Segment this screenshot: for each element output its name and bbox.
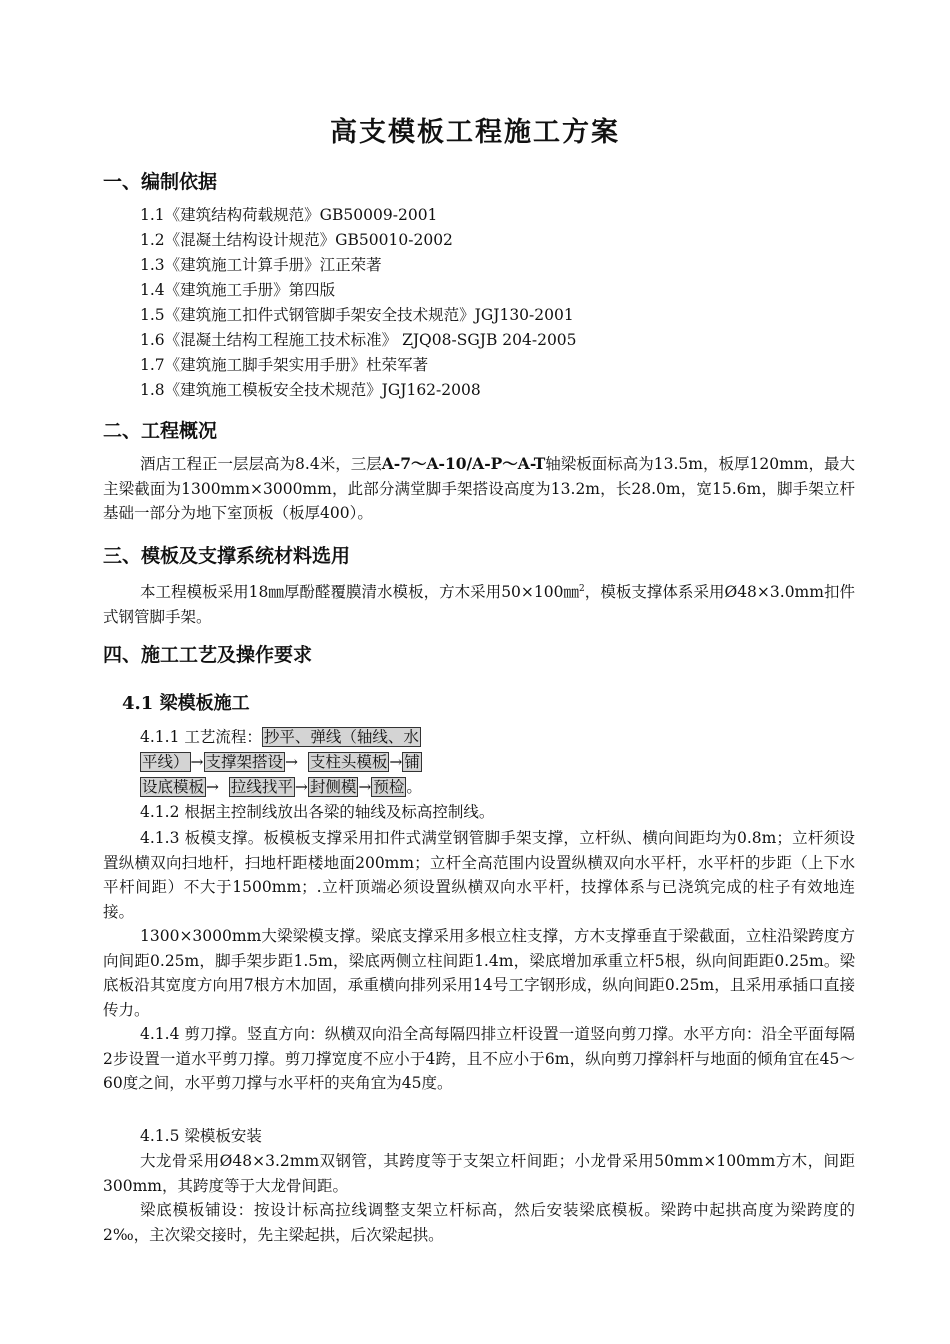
flow-step-box: 支柱头模板	[309, 753, 388, 771]
flow-arrow: →	[285, 753, 299, 771]
flow-step-box: 拉线找平	[230, 778, 293, 796]
paragraph-4-1-4: 4.1.4 剪刀撑。竖直方向：纵横双向沿全高每隔四排立杆设置一道竖向剪刀撑。水平方向：沿全平面每隔2步设置一道水平剪刀撑。剪刀撑宽度不应小于4跨，且不应小于6m，纵向剪刀撑斜杆与地面的倾角宜在45～60度之间，水平剪刀撑与水平杆的夹角宜为45度。	[103, 1025, 855, 1092]
process-flow-line-1	[140, 725, 421, 750]
document-title: 高支模板工程施工方案	[330, 117, 620, 148]
process-flow-line-3	[140, 775, 422, 800]
overview-text-b: 轴梁板面标高为13.5m，板厚120mm，最大主梁截面为1300mm×3000mm，此部分满堂脚手架搭设高度为13.2m，长28.0m，宽15.6m，脚手架立杆基础一部分为地下室顶板（板厚400）。	[103, 455, 855, 522]
project-overview-paragraph	[103, 452, 855, 526]
flow-arrow: →	[294, 778, 308, 796]
reference-item: 1.1《建筑结构荷载规范》GB50009-2001	[140, 206, 438, 224]
paragraph-4-1-3-beam: 1300×3000mm大梁梁模支撑。梁底支撑采用多根立柱支撑，方木支撑垂直于梁截面，立柱沿梁跨度方向间距0.25m，脚手架步距1.5m，梁底两侧立柱间距1.4m，梁底增加承重立杆5根，纵向间距距0.25m。梁底板沿其宽度方向用7根方木加固，承重横向排列采用14号工字钢形成，纵向间距0.25m，且采用承插口直接传力。	[103, 927, 855, 1019]
flow-step-box: 铺	[404, 753, 420, 771]
reference-item: 1.5《建筑施工扣件式钢管脚手架安全技术规范》JGJ130-2001	[140, 306, 574, 324]
axis-range-bold: A-7～A-10/A-P～A-T	[381, 454, 546, 473]
flow-step-box: 封侧模	[309, 778, 357, 796]
section-heading-1: 一、编制依据	[103, 171, 218, 193]
superscript: 2	[579, 584, 585, 594]
flow-arrow: →	[206, 778, 220, 796]
flow-period: 。	[406, 778, 422, 796]
paragraph-4-1-5-title: 4.1.5 梁模板安装	[140, 1127, 262, 1145]
reference-item: 1.2《混凝土结构设计规范》GB50010-2002	[140, 231, 453, 249]
reference-item: 1.4《建筑施工手册》第四版	[140, 281, 336, 299]
flow-arrow: →	[389, 753, 403, 771]
materials-paragraph	[103, 577, 855, 629]
reference-item: 1.7《建筑施工脚手架实用手册》杜荣军著	[140, 356, 429, 374]
process-flow-line-2	[140, 750, 422, 775]
paragraph-4-1-5-bottom-formwork: 梁底模板铺设：按设计标高拉线调整支架立杆标高，然后安装梁底模板。梁跨中起拱高度为梁跨度的2‰，主次梁交接时，先主梁起拱，后次梁起拱。	[103, 1201, 855, 1244]
flow-arrow: →	[190, 753, 204, 771]
flow-label: 4.1.1 工艺流程：	[140, 728, 262, 746]
flow-step-box: 支撑架搭设	[205, 753, 284, 771]
materials-text-a: 本工程模板采用18㎜厚酚醛覆膜清水模板，方木采用50×100㎜	[140, 583, 580, 602]
overview-text-a: 酒店工程正一层层高为8.4米，三层	[140, 455, 382, 473]
paragraph-4-1-2: 4.1.2 根据主控制线放出各梁的轴线及标高控制线。	[140, 803, 495, 821]
paragraph-4-1-5-keel: 大龙骨采用Ø48×3.2mm双钢管，其跨度等于支架立杆间距；小龙骨采用50mm×100mm方木，间距300mm，其跨度等于大龙骨间距。	[103, 1152, 855, 1195]
section-heading-3: 三、模板及支撑系统材料选用	[103, 545, 351, 567]
flow-step-box: 预检	[373, 778, 405, 796]
section-heading-4: 四、施工工艺及操作要求	[103, 644, 313, 666]
flow-step-box: 抄平、弹线（轴线、水	[263, 728, 419, 746]
flow-step-box: 设底模板	[142, 778, 205, 796]
reference-item: 1.8《建筑施工模板安全技术规范》JGJ162-2008	[140, 381, 481, 399]
reference-item: 1.6《混凝土结构工程施工技术标准》 ZJQ08-SGJB 204-2005	[140, 331, 577, 349]
flow-arrow: →	[358, 778, 372, 796]
subsection-heading: 4.1 梁模板施工	[122, 693, 250, 714]
flow-step-box: 平线）	[142, 753, 189, 771]
reference-item: 1.3《建筑施工计算手册》江正荣著	[140, 256, 382, 274]
paragraph-4-1-3: 4.1.3 板模支撑。板模板支撑采用扣件式满堂钢管脚手架支撑，立杆纵、横向间距均为0.8m；立杆须设置纵横双向扫地杆，扫地杆距楼地面200mm；立杆全高范围内设置纵横双向水平杆，水平杆的步距（上下水平杆间距）不大于1500mm；.立杆顶端必须设置纵横双向水平杆，技撑体系与已浇筑完成的柱子有效地连接。	[103, 829, 855, 921]
materials-text-b: ，模板支撑体系采用Ø48×3.0mm扣件式钢管脚手架。	[103, 583, 855, 626]
section-heading-2: 二、工程概况	[103, 420, 218, 442]
